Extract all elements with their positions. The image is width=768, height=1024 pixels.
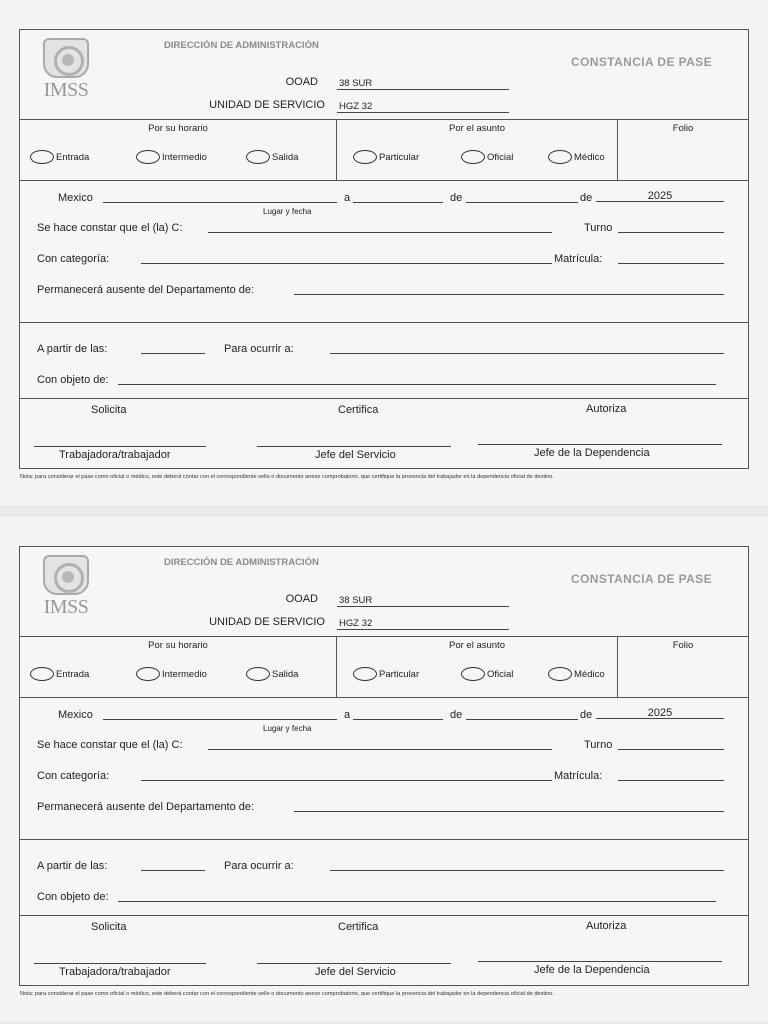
direccion-label: DIRECCIÓN DE ADMINISTRACIÓN	[164, 40, 319, 51]
lugar-label: Mexico	[58, 709, 93, 721]
radio-oval-icon[interactable]	[246, 667, 270, 681]
radio-oval-icon[interactable]	[353, 667, 377, 681]
firma-trabajador-line[interactable]	[34, 952, 206, 964]
form-header	[20, 547, 748, 636]
sheet-bottom	[0, 517, 768, 1022]
categoria-field[interactable]	[141, 769, 552, 781]
apartir-label: A partir de las:	[37, 343, 108, 355]
destino-field[interactable]	[330, 342, 724, 354]
asunto-group	[337, 120, 617, 180]
option-particular[interactable]: Particular	[353, 150, 419, 164]
folio-label: Folio	[672, 640, 694, 651]
ocurrir-label: Para ocurrir a:	[224, 860, 294, 872]
folio-group[interactable]	[618, 637, 748, 697]
nombre-field[interactable]	[208, 221, 552, 233]
ausente-label: Permanecerá ausente del Departamento de:	[37, 801, 255, 813]
imss-emblem-icon	[43, 555, 89, 595]
radio-oval-icon[interactable]	[136, 150, 160, 164]
a-label: a	[344, 709, 351, 721]
dia-field[interactable]	[353, 708, 443, 720]
nota-text: Nota: para considerar el pase como oficial o médico, este deberá contar con el correspondiente sello o documento anexo comprobatorio, que certifique la presencia del trabajador en la dependencia oficial de destino.	[20, 991, 554, 997]
categoria-field[interactable]	[141, 252, 552, 264]
turno-label: Turno	[584, 739, 613, 751]
trabajador-label: Trabajadora/trabajador	[59, 449, 171, 461]
folio-label: Folio	[672, 123, 694, 134]
radio-oval-icon[interactable]	[136, 667, 160, 681]
trabajador-label: Trabajadora/trabajador	[59, 966, 171, 978]
ausente-label: Permanecerá ausente del Departamento de:	[37, 284, 255, 296]
options-row	[20, 636, 748, 698]
mes-field[interactable]	[466, 708, 578, 720]
lugar-label: Mexico	[58, 192, 93, 204]
option-medico[interactable]: Médico	[548, 667, 605, 681]
matricula-field[interactable]	[618, 769, 724, 781]
imss-logo	[36, 555, 96, 619]
asunto-group	[337, 637, 617, 697]
form-title: CONSTANCIA DE PASE	[571, 55, 712, 69]
option-oficial[interactable]: Oficial	[461, 667, 513, 681]
jefe-dependencia-label: Jefe de la Dependencia	[534, 447, 650, 459]
radio-oval-icon[interactable]	[548, 150, 572, 164]
nota-text: Nota: para considerar el pase como oficial o médico, este deberá contar con el correspondiente sello o documento anexo comprobatorio, que certifique la presencia del trabajador en la dependencia oficial de destino.	[20, 474, 554, 480]
radio-oval-icon[interactable]	[548, 667, 572, 681]
de2-label: de	[580, 709, 593, 721]
unidad-field[interactable]: HGZ 32	[337, 101, 509, 113]
direccion-label: DIRECCIÓN DE ADMINISTRACIÓN	[164, 557, 319, 568]
solicita-label: Solicita	[91, 921, 127, 933]
jefe-servicio-label: Jefe del Servicio	[315, 449, 396, 461]
apartir-label: A partir de las:	[37, 860, 108, 872]
firma-jefe-servicio-line[interactable]	[257, 435, 451, 447]
horario-group	[20, 637, 336, 697]
motivo-section	[20, 840, 748, 916]
mes-field[interactable]	[466, 191, 578, 203]
constar-label: Se hace constar que el (la) C:	[37, 739, 183, 751]
matricula-field[interactable]	[618, 252, 724, 264]
departamento-field[interactable]	[294, 800, 724, 812]
objeto-label: Con objeto de:	[37, 374, 109, 386]
categoria-label: Con categoría:	[37, 770, 110, 782]
asunto-title: Por el asunto	[449, 640, 505, 651]
radio-oval-icon[interactable]	[461, 150, 485, 164]
horario-title: Por su horario	[148, 640, 208, 651]
datos-section	[20, 181, 748, 323]
certifica-label: Certifica	[338, 921, 379, 933]
sheet-top	[0, 0, 768, 505]
imss-wordmark: IMSS	[43, 596, 89, 618]
constancia-form-1	[19, 29, 749, 469]
turno-field[interactable]	[618, 738, 724, 750]
radio-oval-icon[interactable]	[246, 150, 270, 164]
ooad-field[interactable]: 38 SUR	[337, 78, 509, 90]
solicita-label: Solicita	[91, 404, 127, 416]
dia-field[interactable]	[353, 191, 443, 203]
imss-wordmark: IMSS	[43, 79, 89, 101]
imss-logo	[36, 38, 96, 102]
form-header	[20, 30, 748, 119]
option-intermedio[interactable]: Intermedio	[136, 667, 207, 681]
jefe-dependencia-label: Jefe de la Dependencia	[534, 964, 650, 976]
ooad-label: OOAD	[285, 76, 318, 88]
ocurrir-label: Para ocurrir a:	[224, 343, 294, 355]
datos-section	[20, 698, 748, 840]
ooad-field[interactable]: 38 SUR	[337, 595, 509, 607]
radio-oval-icon[interactable]	[353, 150, 377, 164]
matricula-label: Matrícula:	[554, 770, 603, 782]
firma-jefe-dependencia-line[interactable]	[478, 950, 722, 962]
option-oficial[interactable]: Oficial	[461, 150, 513, 164]
radio-oval-icon[interactable]	[461, 667, 485, 681]
constancia-form-2	[19, 546, 749, 986]
year-field[interactable]: 2025	[596, 707, 724, 719]
folio-group[interactable]	[618, 120, 748, 180]
option-intermedio[interactable]: Intermedio	[136, 150, 207, 164]
firmas-section	[20, 399, 748, 470]
option-entrada[interactable]: Entrada	[30, 150, 89, 164]
turno-label: Turno	[584, 222, 613, 234]
de-label: de	[450, 192, 463, 204]
form-title: CONSTANCIA DE PASE	[571, 572, 712, 586]
options-row	[20, 119, 748, 181]
jefe-servicio-label: Jefe del Servicio	[315, 966, 396, 978]
autoriza-label: Autoriza	[586, 920, 627, 932]
turno-field[interactable]	[618, 221, 724, 233]
firmas-section	[20, 916, 748, 987]
firma-trabajador-line[interactable]	[34, 435, 206, 447]
objeto-label: Con objeto de:	[37, 891, 109, 903]
constar-label: Se hace constar que el (la) C:	[37, 222, 183, 234]
firma-jefe-servicio-line[interactable]	[257, 952, 451, 964]
unidad-label: UNIDAD DE SERVICIO	[209, 99, 325, 111]
categoria-label: Con categoría:	[37, 253, 110, 265]
de2-label: de	[580, 192, 593, 204]
option-medico[interactable]: Médico	[548, 150, 605, 164]
certifica-label: Certifica	[338, 404, 379, 416]
objeto-field[interactable]	[118, 373, 716, 385]
unidad-label: UNIDAD DE SERVICIO	[209, 616, 325, 628]
radio-oval-icon[interactable]	[30, 667, 54, 681]
departamento-field[interactable]	[294, 283, 724, 295]
lugar-field[interactable]	[103, 708, 337, 720]
firma-jefe-dependencia-line[interactable]	[478, 433, 722, 445]
option-salida[interactable]: Salida	[246, 667, 298, 681]
objeto-field[interactable]	[118, 890, 716, 902]
de-label: de	[450, 709, 463, 721]
nombre-field[interactable]	[208, 738, 552, 750]
ooad-label: OOAD	[285, 593, 318, 605]
asunto-title: Por el asunto	[449, 123, 505, 134]
motivo-section	[20, 323, 748, 399]
destino-field[interactable]	[330, 859, 724, 871]
option-particular[interactable]: Particular	[353, 667, 419, 681]
lugar-fecha-caption: Lugar y fecha	[263, 207, 312, 216]
horario-title: Por su horario	[148, 123, 208, 134]
lugar-field[interactable]	[103, 191, 337, 203]
option-salida[interactable]: Salida	[246, 150, 298, 164]
imss-emblem-icon	[43, 38, 89, 78]
a-label: a	[344, 192, 351, 204]
hora-field[interactable]	[141, 342, 205, 354]
matricula-label: Matrícula:	[554, 253, 603, 265]
autoriza-label: Autoriza	[586, 403, 627, 415]
horario-group	[20, 120, 336, 180]
year-field[interactable]: 2025	[596, 190, 724, 202]
unidad-field[interactable]: HGZ 32	[337, 618, 509, 630]
hora-field[interactable]	[141, 859, 205, 871]
lugar-fecha-caption: Lugar y fecha	[263, 724, 312, 733]
option-entrada[interactable]: Entrada	[30, 667, 89, 681]
radio-oval-icon[interactable]	[30, 150, 54, 164]
